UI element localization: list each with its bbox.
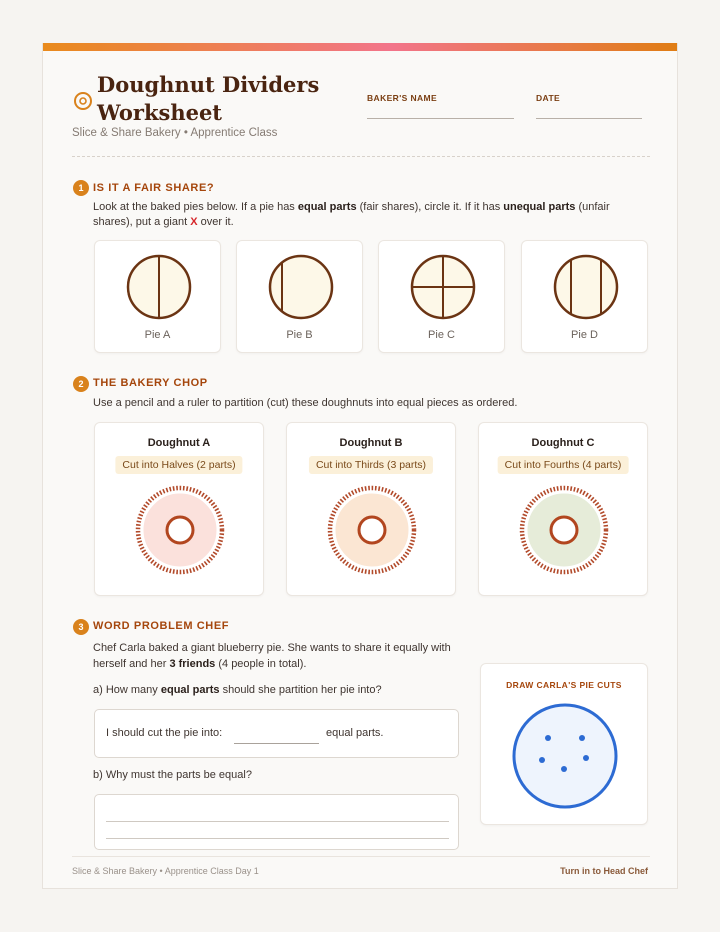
date-label: DATE bbox=[536, 93, 561, 103]
section-2-instructions: Use a pencil and a ruler to partition (cut) these doughnuts into equal pieces as ordered. bbox=[93, 397, 518, 409]
pie-card[interactable] bbox=[94, 240, 221, 353]
section-3-title: WORD PROBLEM CHEF bbox=[93, 620, 230, 632]
pie-label: Pie A bbox=[144, 329, 171, 341]
cut-order-badge: Cut into Thirds (3 parts) bbox=[309, 456, 433, 474]
doughnut-a-icon[interactable] bbox=[135, 485, 225, 575]
doughnut-card[interactable] bbox=[286, 422, 456, 596]
answer-b-line[interactable] bbox=[106, 821, 449, 822]
bakers-name-label: BAKER'S NAME bbox=[367, 93, 438, 103]
page-subtitle: Slice & Share Bakery • Apprentice Class bbox=[72, 127, 278, 139]
pie-card[interactable] bbox=[378, 240, 505, 353]
question-a: a) How many equal parts should she partition her pie into? bbox=[93, 684, 382, 696]
pie-a-icon bbox=[126, 254, 192, 320]
date-field[interactable] bbox=[536, 118, 642, 119]
doughnut-name: Doughnut B bbox=[339, 437, 403, 449]
section-1-instructions: Look at the baked pies below. If a pie has equal parts (fair shares), circle it. If it has unequal parts (unfair shares), put a giant X over it. bbox=[93, 201, 610, 228]
doughnut-b-icon[interactable] bbox=[327, 485, 417, 575]
doughnut-card[interactable] bbox=[94, 422, 264, 596]
doughnut-card[interactable] bbox=[478, 422, 648, 596]
word-problem-story: Chef Carla baked a giant blueberry pie. She wants to share it equally with herself and her 3 friends (4 people in total). bbox=[93, 642, 451, 670]
doughnut-logo-icon bbox=[73, 91, 93, 111]
section-2-title: THE BAKERY CHOP bbox=[93, 377, 208, 389]
header-divider bbox=[72, 156, 650, 157]
doughnut-name: Doughnut A bbox=[147, 437, 211, 449]
draw-pie-title: DRAW CARLA'S PIE CUTS bbox=[506, 680, 622, 690]
answer-b-box[interactable] bbox=[94, 794, 459, 850]
top-accent-bar bbox=[43, 43, 677, 51]
draw-pie-card[interactable] bbox=[480, 663, 648, 825]
blueberry-pie-icon[interactable] bbox=[511, 702, 619, 810]
section-3-number: 3 bbox=[73, 619, 89, 635]
question-b: b) Why must the parts be equal? bbox=[93, 769, 252, 781]
footer-divider bbox=[72, 856, 650, 857]
worksheet bbox=[42, 43, 678, 889]
section-2-number: 2 bbox=[73, 376, 89, 392]
pie-d-icon bbox=[553, 254, 619, 320]
section-1-title: IS IT A FAIR SHARE? bbox=[93, 182, 215, 194]
answer-a-suffix: equal parts. bbox=[326, 727, 384, 739]
page-title: Doughnut Dividers Worksheet bbox=[97, 72, 320, 125]
footer-left: Slice & Share Bakery • Apprentice Class Day 1 bbox=[72, 866, 259, 876]
pie-label: Pie C bbox=[428, 329, 455, 341]
bakers-name-field[interactable] bbox=[367, 118, 514, 119]
footer-right: Turn in to Head Chef bbox=[560, 866, 648, 876]
pie-c-icon bbox=[410, 254, 476, 320]
answer-a-box bbox=[94, 709, 459, 758]
cut-order-badge: Cut into Fourths (4 parts) bbox=[498, 456, 629, 474]
doughnut-c-icon[interactable] bbox=[519, 485, 609, 575]
section-1-number: 1 bbox=[73, 180, 89, 196]
pie-label: Pie D bbox=[571, 329, 598, 341]
answer-a-blank[interactable] bbox=[234, 743, 319, 744]
pie-card[interactable] bbox=[236, 240, 363, 353]
pie-b-icon bbox=[268, 254, 334, 320]
answer-b-line[interactable] bbox=[106, 838, 449, 839]
answer-a-prefix: I should cut the pie into: bbox=[106, 727, 223, 739]
pie-label: Pie B bbox=[286, 329, 313, 341]
pie-card[interactable] bbox=[521, 240, 648, 353]
doughnut-name: Doughnut C bbox=[531, 437, 595, 449]
cut-order-badge: Cut into Halves (2 parts) bbox=[115, 456, 242, 474]
